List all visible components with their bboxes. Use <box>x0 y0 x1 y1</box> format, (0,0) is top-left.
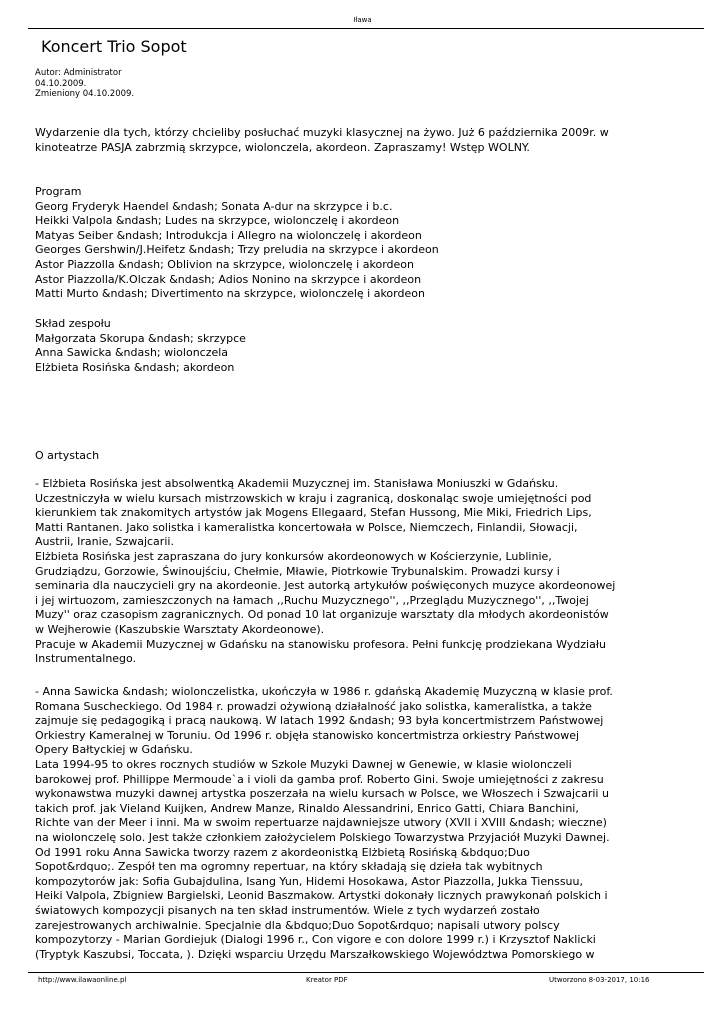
text-line: Wydarzenie dla tych, którzy chcieliby posłuchać muzyki klasycznej na żywo. Już 6 października 2009r. w <box>35 126 609 139</box>
text-line: Elżbieta Rosińska jest zapraszana do jury konkursów akordeonowych w Kościerzynie, Lublinie, <box>35 549 552 563</box>
text-line: zajmuje się pedagogiką i pracą naukową. W latach 1992 &ndash; 93 była koncertmistrzem Państwowej <box>35 714 604 728</box>
text-line: Astor Piazzolla/K.Olczak &ndash; Adios Nonino na skrzypce i akordeon <box>35 272 422 286</box>
text-line: Georges Gershwin/J.Heifetz &ndash; Trzy preludia na skrzypce i akordeon <box>35 243 439 257</box>
text-line: Małgorzata Skorupa &ndash; skrzypce <box>35 331 246 345</box>
text-line: zarejestrowanych archiwalnie. Specjalnie dla &bdquo;Duo Sopot&rdquo; napisali utwory polscy <box>35 918 560 932</box>
text-line: kinoteatrze PASJA zabrzmią skrzypce, wiolonczela, akordeon. Zapraszamy! Wstęp WOLNY. <box>35 140 530 154</box>
text-line: Heiki Valpola, Zbigniew Bargielski, Leonid Baszmakow. Artystki dokonały licznych prawykonań polskich i <box>35 889 608 903</box>
text-line: Matti Rantanen. Jako solistka i kameralistka koncertowała w Polsce, Niemczech, Finlandii, Słowacji, <box>35 520 578 534</box>
text-line: takich prof. jak Vieland Kuijken, Andrew Manze, Rinaldo Alessandrini, Enrico Gatti, Chiara Banchini, <box>35 801 579 815</box>
text-line: na wiolonczelę solo. Jest także członkiem założycielem Polskiego Towarzystwa Przyjaciół Muzyki Dawnej. <box>35 830 610 844</box>
footer-divider <box>28 972 704 973</box>
ensemble-list <box>35 317 695 375</box>
text-line: Instrumentalnego. <box>35 652 137 666</box>
date-modified: Zmieniony 04.10.2009. <box>35 89 135 99</box>
text-line: Richte van der Meer i inni. Ma w swoim repertuarze najdawniejsze utwory (XVII i XVIII &ndash; wieczne) <box>35 816 607 830</box>
text-line: Od 1991 roku Anna Sawicka tworzy razem z akordeonistką Elżbietą Rosińską &bdquo;Duo <box>35 845 530 859</box>
text-line: Opery Bałtyckiej w Gdańsku. <box>35 743 193 757</box>
text-line: Skład zespołu <box>35 317 111 330</box>
text-line: w Wejherowie (Kaszubskie Warsztaty Akordeonowe). <box>35 622 325 636</box>
text-line: Anna Sawicka &ndash; wiolonczela <box>35 346 229 360</box>
text-line: Elżbieta Rosińska &ndash; akordeon <box>35 360 235 374</box>
date-created: 04.10.2009. <box>35 78 87 89</box>
intro-paragraph <box>35 126 695 155</box>
text-line: Matti Murto &ndash; Divertimento na skrzypce, wiolonczelę i akordeon <box>35 287 425 301</box>
footer-generator: Kreator PDF <box>306 976 348 984</box>
article-title: Koncert Trio Sopot <box>41 37 187 56</box>
text-line: barokowej prof. Phillippe Mermoude`a i violi da gamba prof. Roberto Gini. Swoje umiejętności z zakresu <box>35 772 604 786</box>
text-line: światowych kompozycji pisanych na ten skład instrumentów. Wiele z tych wydarzeń zostało <box>35 903 540 917</box>
bio-sawicka <box>35 685 695 962</box>
text-line: wykonawstwa muzyki dawnej artystka poszerzała na wielu kursach w Polsce, we Włoszech i Szwajcarii u <box>35 787 609 801</box>
text-line: Astor Piazzolla &ndash; Oblivion na skrzypce, wiolonczelę i akordeon <box>35 257 414 271</box>
text-line: Program <box>35 185 82 198</box>
text-line: - Anna Sawicka &ndash; wiolonczelistka, ukończyła w 1986 r. gdańską Akademię Muzyczną w klasie prof. <box>35 685 613 698</box>
text-line: Muzy'' oraz czasopism zagranicznych. Od ponad 10 lat organizuje warsztaty dla młodych akordeonistów <box>35 608 609 622</box>
footer-url: http://www.ilawaonline.pl <box>38 976 127 984</box>
about-heading <box>35 449 695 464</box>
text-line: i jej wirtuozom, zamieszczonych na łamach ,,Ruchu Muzycznego'', ,,Przeglądu Muzycznego'', ,,Twojej <box>35 593 589 607</box>
about-heading-text: O artystach <box>35 449 100 462</box>
text-line: Romana Suscheckiego. Od 1984 r. prowadzi ożywioną działalność jako solistka, kameralistka, a także <box>35 699 592 713</box>
text-line: (Tryptyk Kaszubsi, Toccata, ). Dzięki wsparciu Urzędu Marszałkowskiego Województwa Pomorskiego w <box>35 947 595 961</box>
text-line: kompozytorów jak: Sofia Gubajdulina, Isang Yun, Hidemi Hosokawa, Astor Piazzolla, Jukka Tienssuu, <box>35 874 583 888</box>
text-line: kierunkiem tak znakomitych artystów jak Mogens Ellegaard, Stefan Hussong, Mie Miki, Friedrich Lips, <box>35 506 592 520</box>
author-line: Autor: Administrator <box>35 68 122 78</box>
text-line: seminaria dla nauczycieli gry na akordeonie. Jest autorką artykułów poświęconych muzyce akordeonowej <box>35 579 616 593</box>
text-line: kompozytorzy - Marian Gordiejuk (Dialogi 1996 r., Con vigore e con dolore 1999 r.) i Krzysztof Naklicki <box>35 933 596 947</box>
text-line: Pracuje w Akademii Muzycznej w Gdańsku na stanowisku profesora. Pełni funkcję prodziekana Wydziału <box>35 637 606 651</box>
text-line: Sopot&rdquo;. Zespół ten ma ogromny repertuar, na który składają się dzieła tak wybitnych <box>35 860 543 874</box>
footer-created: Utworzono 8-03-2017, 10:16 <box>549 976 650 984</box>
text-line: Grudziądzu, Gorzowie, Świnoujściu, Chełmie, Mławie, Piotrkowie Trybunalskim. Prowadzi kursy i <box>35 564 560 578</box>
text-line: Heikki Valpola &ndash; Ludes na skrzypce, wiolonczelę i akordeon <box>35 214 400 228</box>
article-meta <box>35 68 134 100</box>
bio-rosinska <box>35 477 695 667</box>
text-line: Lata 1994-95 to okres rocznych studiów w Szkole Muzyki Dawnej w Genewie, w klasie wiolonczeli <box>35 757 572 771</box>
text-line: Matyas Seiber &ndash; Introdukcja i Allegro na wiolonczelę i akordeon <box>35 228 422 242</box>
text-line: - Elżbieta Rosińska jest absolwentką Akademii Muzycznej im. Stanisława Moniuszki w Gdańsku. <box>35 477 559 490</box>
text-line: Orkiestry Kameralnej w Toruniu. Od 1996 r. objęła stanowisko koncertmistrza orkiestry Państwowej <box>35 728 580 742</box>
header-divider <box>28 28 704 29</box>
text-line: Georg Fryderyk Haendel &ndash; Sonata A-dur na skrzypce i b.c. <box>35 199 393 213</box>
text-line: Austrii, Iranie, Szwajcarii. <box>35 535 174 549</box>
page-header-site-name: Iława <box>353 16 372 24</box>
text-line: Uczestniczyła w wielu kursach mistrzowskich w kraju i zagranicą, doskonaląc swoje umiejętności pod <box>35 491 592 505</box>
program-list <box>35 185 695 302</box>
